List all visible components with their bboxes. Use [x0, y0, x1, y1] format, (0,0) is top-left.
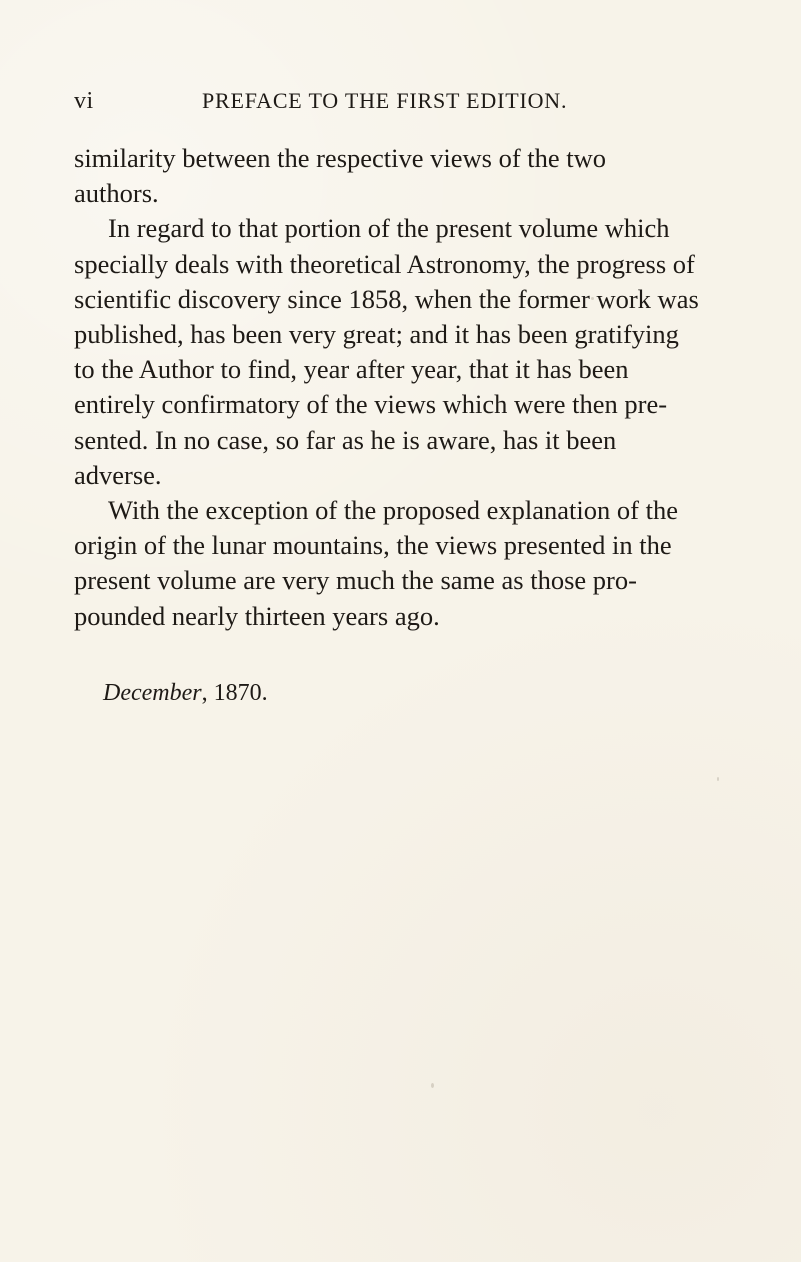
text-line: sented. In no case, so far as he is aware, has it been: [74, 424, 617, 455]
text-line: pounded nearly thirteen years ago.: [74, 600, 440, 631]
running-head: PREFACE TO THE FIRST EDITION.: [202, 88, 568, 113]
text-line: specially deals with theoretical Astronomy, the progress of: [74, 248, 695, 279]
text-line: origin of the lunar mountains, the views presented in the: [74, 530, 672, 561]
text-line: published, has been very great; and it has been gratifying: [74, 319, 679, 350]
text-line: scientific discovery since 1858, when the former work was: [74, 283, 699, 314]
preface-body: [74, 141, 726, 634]
text-line: adverse.: [74, 459, 162, 490]
text-line: entirely confirmatory of the views which were then pre-: [74, 389, 668, 420]
signoff-year: , 1870.: [201, 680, 268, 706]
page-folio: vi: [74, 88, 94, 114]
text-line: authors.: [74, 178, 159, 209]
text-line: similarity between the respective views of the two: [74, 143, 607, 173]
page-header: [74, 88, 726, 122]
paper-speck: [591, 297, 594, 300]
paragraph-start-line: In regard to that portion of the present volume which: [108, 213, 670, 244]
paper-speck: [717, 777, 719, 781]
paragraph-start-line: With the exception of the proposed explanation of the: [108, 495, 678, 526]
text-line: to the Author to find, year after year, that it has been: [74, 354, 629, 385]
text-line: present volume are very much the same as those pro-: [74, 565, 637, 596]
preface-signoff: [103, 677, 268, 709]
signoff-month: December: [103, 680, 202, 706]
paper-speck: [431, 1083, 434, 1088]
